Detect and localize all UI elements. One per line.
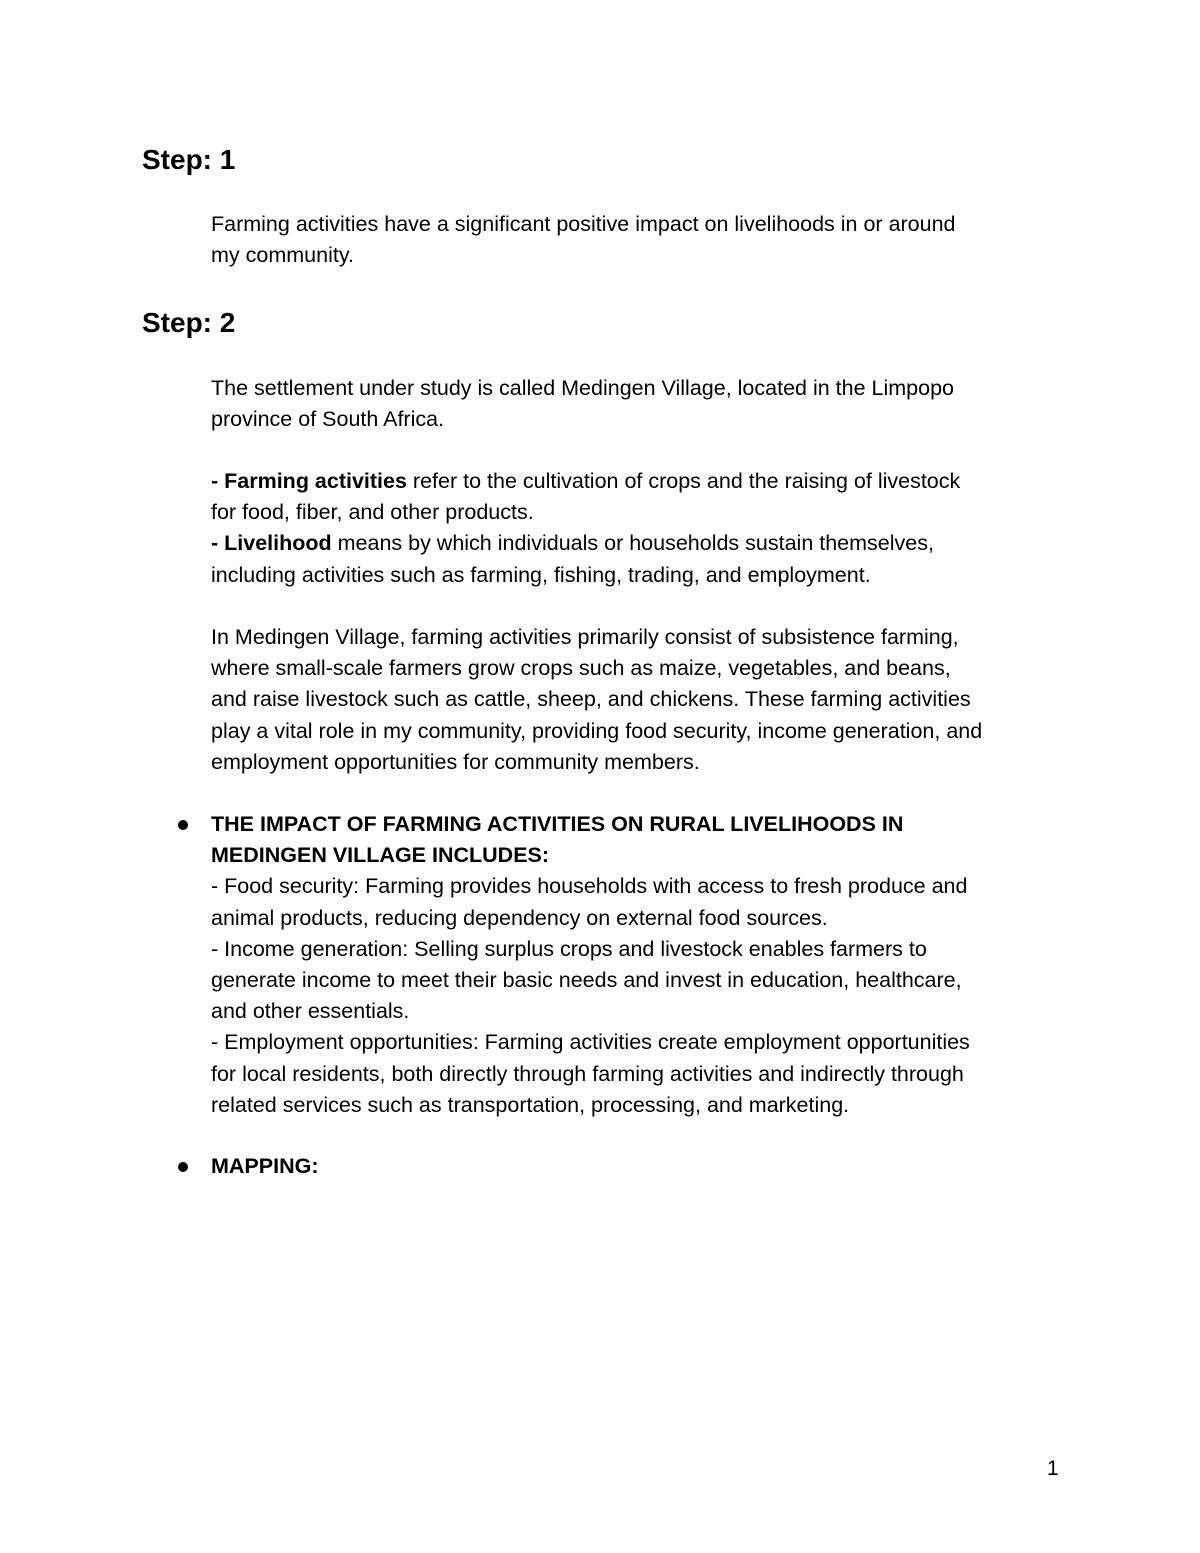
page-number: 1: [1047, 1457, 1059, 1480]
step-1-line: my community.: [211, 243, 354, 268]
description-line: employment opportunities for community members.: [211, 749, 700, 774]
description-line: and raise livestock such as cattle, sheep, and chickens. These farming activities: [211, 687, 971, 712]
impact-heading-line: THE IMPACT OF FARMING ACTIVITIES ON RURAL LIVELIHOODS IN: [211, 812, 904, 836]
step-1-line: Farming activities have a significant positive impact on livelihoods in or around: [211, 212, 956, 236]
farming-definition-line: [211, 466, 1071, 497]
step-2-intro: [211, 373, 1071, 435]
farming-term: - Farming activities: [211, 469, 407, 493]
description-line: play a vital role in my community, providing food security, income generation, and: [211, 718, 983, 743]
description-line: where small-scale farmers grow crops such as maize, vegetables, and beans,: [211, 656, 951, 681]
mapping-heading: MAPPING:: [211, 1154, 319, 1178]
impact-bullet: [211, 809, 1071, 1121]
bullet-icon: [178, 1162, 188, 1172]
impact-body-line: - Food security: Farming provides households with access to fresh produce and: [211, 874, 968, 899]
farming-definition-line-2: for food, fiber, and other products.: [211, 500, 534, 525]
intro-line: province of South Africa.: [211, 407, 445, 432]
impact-body-line: generate income to meet their basic needs and invest in education, healthcare,: [211, 968, 962, 993]
livelihood-definition-text: means by which individuals or households sustain themselves,: [331, 531, 934, 556]
impact-body-line: and other essentials.: [211, 999, 410, 1024]
intro-line: The settlement under study is called Medingen Village, located in the Limpopo: [211, 376, 954, 400]
impact-body-line: - Income generation: Selling surplus crops and livestock enables farmers to: [211, 936, 927, 961]
farming-definition-text: refer to the cultivation of crops and the raising of livestock: [406, 469, 961, 493]
step-1-paragraph: [211, 209, 1071, 271]
mapping-bullet: [211, 1151, 1071, 1182]
livelihood-definition-line-2: including activities such as farming, fishing, trading, and employment.: [211, 562, 871, 587]
impact-body-line: for local residents, both directly through farming activities and indirectly through: [211, 1061, 964, 1086]
impact-heading-line: MEDINGEN VILLAGE INCLUDES:: [211, 843, 550, 868]
step-1-heading: Step: 1: [142, 144, 236, 175]
bullet-icon: [178, 820, 188, 830]
impact-body-line: related services such as transportation, processing, and marketing.: [211, 1092, 850, 1117]
impact-body-line: animal products, reducing dependency on external food sources.: [211, 905, 828, 930]
livelihood-definition-line: [211, 528, 1071, 559]
description-line: In Medingen Village, farming activities primarily consist of subsistence farming,: [211, 625, 959, 649]
livelihood-term: - Livelihood: [211, 531, 332, 556]
definitions: [211, 466, 1071, 591]
description-paragraph: [211, 622, 1071, 778]
impact-body-line: - Employment opportunities: Farming activities create employment opportunities: [211, 1030, 970, 1055]
step-2-heading: Step: 2: [142, 307, 236, 338]
